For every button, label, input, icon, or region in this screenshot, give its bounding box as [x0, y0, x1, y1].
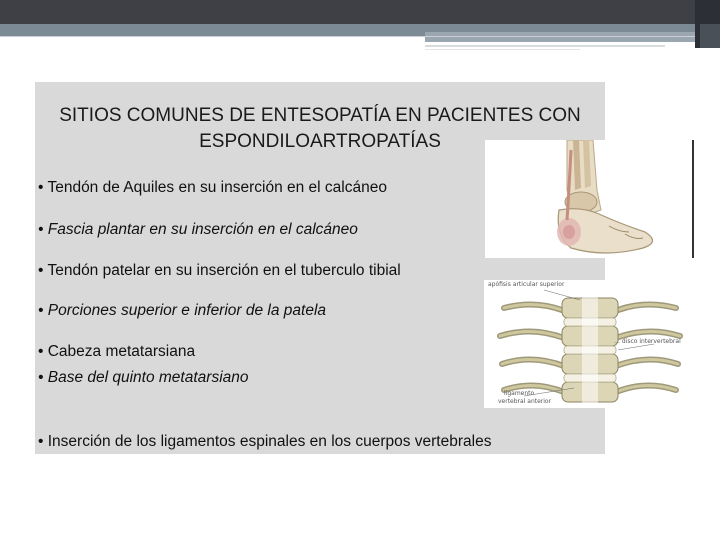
slide-title-line: SITIOS COMUNES DE ENTESOPATÍA EN PACIENTES CON [59, 105, 581, 126]
foot-anatomy-image [485, 140, 693, 258]
bullet-item: • Inserción de los ligamentos espinales en los cuerpos vertebrales [38, 433, 492, 450]
bullet-item: • Tendón patelar en su inserción en el tuberculo tibial [38, 262, 401, 279]
image-caption: … disco intervertebral [614, 338, 681, 345]
bullet-item: • Porciones superior e inferior de la patela [38, 302, 327, 319]
bullet-item: • Tendón de Aquiles en su inserción en el calcáneo [38, 179, 387, 196]
bullet-item: • Base del quinto metatarsiano [38, 369, 249, 386]
header-band [0, 0, 720, 24]
header-divider [425, 49, 580, 50]
header-divider [425, 45, 665, 47]
image-border [692, 140, 694, 258]
bullet-item: • Cabeza metatarsiana [38, 343, 196, 360]
spine-anatomy-image [484, 280, 696, 408]
foot-anatomy-illustration-icon [485, 140, 693, 258]
slide-title-line: ESPONDILOARTROPATÍAS [199, 131, 441, 152]
header-stripe-accent [425, 32, 720, 42]
image-caption: vertebral anterior [498, 398, 552, 405]
image-caption: ligamento [504, 390, 535, 397]
header-corner-accent [700, 24, 720, 48]
bullet-item: • Fascia plantar en su inserción en el calcáneo [38, 221, 358, 238]
header-divider [0, 36, 700, 37]
image-caption: apófisis articular superior [488, 281, 565, 288]
